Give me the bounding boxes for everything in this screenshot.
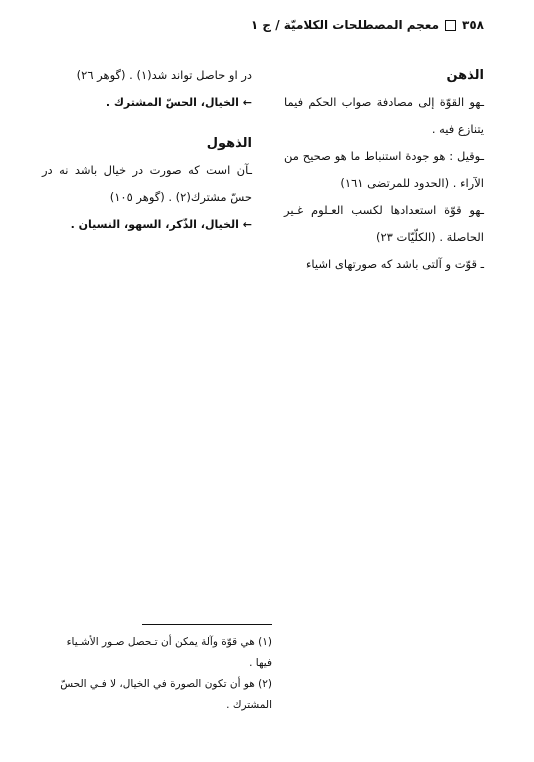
definition-entry: ـوقيل : هو جودة استنباط ما هو صحيح من الآراء . (الحدود للمرتضى ١٦١) [284, 149, 484, 190]
footnote: (١) هي قوّة وآلة يمكن أن تـحصل صـور الأشـياء فيها . [66, 636, 272, 669]
definition-continuation: در او حاصل تواند شد(١) . (گوهر ٢٦) [76, 68, 252, 82]
definition-entry: ـهو القوّة إلى مصادفة صواب الحكم فيما يتنازع فيه . [284, 95, 484, 136]
left-column [42, 62, 252, 238]
square-bullet-icon [445, 20, 456, 31]
definition-entry: ـآن است كه صورت در خيال باشد نه در حسّ مشترك(٢) . (گوهر ١٠٥) [42, 163, 252, 204]
book-title: معجم المصطلحات الكلاميّة / ج ١ [250, 18, 440, 32]
term-heading-dhuhul: الذهول [206, 136, 252, 151]
footnote-divider [142, 624, 272, 625]
see-also-reference: ← الخيال، الحسّ المشترك . [105, 96, 252, 109]
footnotes [50, 632, 272, 716]
definition-entry: ـهو قوّة استعدادها لكسب العـلوم غـير الحاصلة . (الكلّيّات ٢٣) [284, 203, 484, 244]
definition-entry: ـ قوّت و آلتى باشد كه صورتهاى اشياء [305, 257, 484, 271]
right-column [284, 62, 484, 278]
running-header [54, 18, 484, 32]
see-also-reference: ← الخيال، الذّكر، السهو، النسيان . [70, 218, 252, 231]
page-number: ٣٥٨ [462, 18, 484, 32]
term-heading-dhihn: الذهن [446, 68, 484, 83]
footnote: (٢) هو أن تكون الصورة في الخيال، لا فـي الحسّ المشترك . [60, 678, 272, 711]
